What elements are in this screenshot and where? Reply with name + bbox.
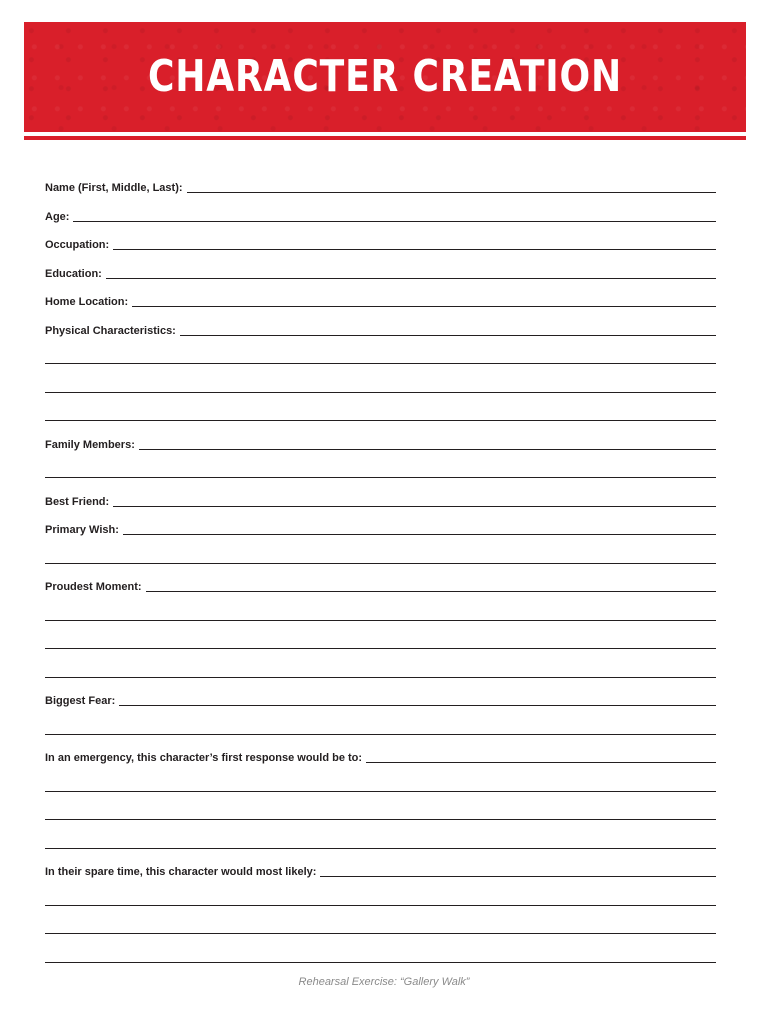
field-label: Best Friend: [45,495,110,508]
field-input-line[interactable] [45,791,716,792]
banner-underline [24,136,746,140]
field-input-line[interactable] [146,591,716,592]
field-input-line[interactable] [180,335,716,336]
field-label: Occupation: [45,239,110,251]
field-label: In their spare time, this character would most likely: [45,866,317,878]
field-input-line[interactable] [45,392,716,393]
field-occupation [45,236,716,252]
field-biggest-fear [45,692,716,708]
page-title: CHARACTER CREATION [147,51,623,102]
field-input-line[interactable] [106,278,716,279]
field-continuation-line [45,664,716,680]
field-continuation-line [45,721,716,737]
field-input-line[interactable] [45,905,716,906]
field-input-line[interactable] [113,249,716,250]
field-input-line[interactable] [320,876,716,877]
field-input-line[interactable] [139,449,716,450]
field-input-line[interactable] [45,648,716,649]
title-banner [24,22,746,132]
field-input-line[interactable] [45,933,716,934]
field-continuation-line [45,607,716,623]
field-input-line[interactable] [73,221,716,222]
field-label: Family Members: [45,438,135,451]
field-continuation-line [45,949,716,965]
field-input-line[interactable] [45,734,716,735]
field-continuation-line [45,464,716,480]
field-input-line[interactable] [45,477,716,478]
field-continuation-line [45,635,716,651]
field-input-line[interactable] [45,420,716,421]
field-home-location [45,293,716,309]
field-continuation-line [45,407,716,423]
field-input-line[interactable] [45,848,716,849]
field-label: Physical Characteristics: [45,324,176,337]
field-input-line[interactable] [123,534,716,535]
field-label: Education: [45,267,102,280]
field-proudest-moment [45,578,716,594]
field-primary-wish [45,521,716,537]
field-input-line[interactable] [45,677,716,678]
field-input-line[interactable] [119,705,716,706]
field-continuation-line [45,550,716,566]
field-continuation-line [45,835,716,851]
field-input-line[interactable] [45,962,716,963]
field-continuation-line [45,379,716,395]
field-input-line[interactable] [187,192,716,193]
field-label: Age: [45,210,70,223]
field-label: Biggest Fear: [45,695,116,707]
field-name [45,179,716,195]
footer-caption: Rehearsal Exercise: “Gallery Walk” [298,976,470,988]
field-input-line[interactable] [45,563,716,564]
field-spare-time [45,863,716,879]
field-label: Name (First, Middle, Last): [45,182,183,194]
field-input-line[interactable] [45,819,716,820]
field-label: Primary Wish: [45,524,119,536]
field-best-friend [45,493,716,509]
field-input-line[interactable] [366,762,716,763]
field-continuation-line [45,892,716,908]
field-family-members [45,436,716,452]
field-education [45,265,716,281]
field-label: Home Location: [45,296,129,308]
field-physical-characteristics [45,322,716,338]
field-input-line[interactable] [45,363,716,364]
field-continuation-line [45,350,716,366]
field-continuation-line [45,920,716,936]
field-continuation-line [45,806,716,822]
field-age [45,208,716,224]
field-continuation-line [45,778,716,794]
field-emergency-response [45,749,716,765]
field-input-line[interactable] [45,620,716,621]
field-input-line[interactable] [113,506,716,507]
field-label: Proudest Moment: [45,581,142,593]
field-input-line[interactable] [132,306,716,307]
field-label: In an emergency, this character’s first response would be to: [45,752,363,764]
